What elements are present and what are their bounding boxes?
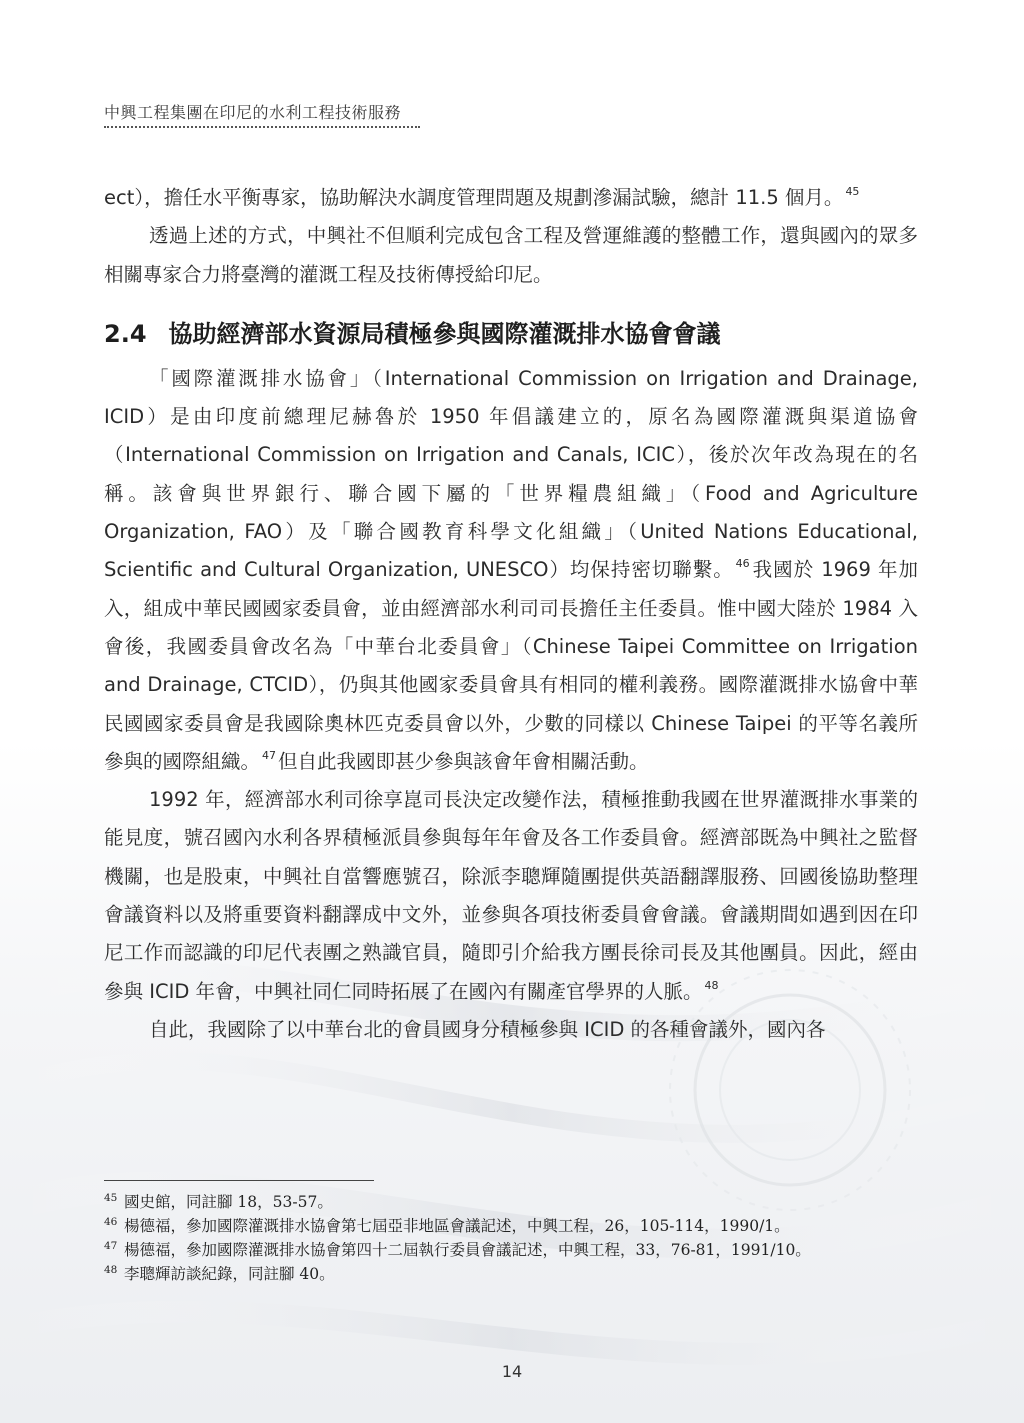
- footnote-45: [104, 1190, 920, 1214]
- footnotes: [104, 1190, 920, 1286]
- paragraph-3-text-a: 「國際灌溉排水協會」（International Commission on Irrigation and Drainage, ICID）是由印度前總理尼赫魯於 1950 年倡議建立的，原名為國際灌溉與渠道協會（International Commission on Irrigation and Canals, ICIC），後於次年改為現在的名稱。該會與世界銀行、聯合國下屬的「世界糧農組織」（Food and Agriculture Organization, FAO）及「聯合國教育科學文化組織」（United Nations Educational, Scientific and Cultural Organization, UNESCO）均保持密切聯繫。: [104, 366, 918, 582]
- section-title: 協助經濟部水資源局積極參與國際灌溉排水協會會議: [168, 319, 721, 348]
- footnote-number: 46: [104, 1216, 118, 1228]
- paragraph-4: [104, 781, 918, 1011]
- footnote-47: [104, 1238, 920, 1262]
- body-text: [104, 179, 918, 1049]
- footnote-48: [104, 1262, 920, 1286]
- paragraph-3-text-c: 但自此我國即甚少參與該會年會相關活動。: [278, 749, 649, 773]
- paragraph-1-text: ect），擔任水平衡專家，協助解決水調度管理問題及規劃滲漏試驗，總計 11.5 個月。: [104, 186, 844, 209]
- footnote-separator: [104, 1180, 374, 1181]
- footnote-text: 國史館，同註腳 18，53-57。: [124, 1193, 333, 1211]
- paragraph-3: [104, 360, 918, 781]
- running-header: 中興工程集團在印尼的水利工程技術服務: [104, 103, 402, 122]
- footnote-text: 楊德福，參加國際灌溉排水協會第七屆亞非地區會議記述，中興工程，26，105-114，1990/1。: [124, 1217, 790, 1235]
- footnote-ref-45[interactable]: 45: [845, 185, 860, 198]
- paragraph-5: 自此，我國除了以中華台北的會員國身分積極參與 ICID 的各種會議外，國內各: [149, 1017, 826, 1041]
- paragraph-4-text: 1992 年，經濟部水利司徐享崑司長決定改變作法，積極推動我國在世界灌溉排水事業的能見度，號召國內水利各界積極派員參與每年年會及各工作委員會。經濟部既為中興社之監督機關，也是股東，中興社自當響應號召，除派李聰輝隨團提供英語翻譯服務、回國後協助整理會議資料以及將重要資料翻譯成中文外，並參與各項技術委員會會議。會議期間如遇到因在印尼工作而認識的印尼代表團之熟識官員，隨即引介給我方團長徐司長及其他團員。因此，經由參與 ICID 年會，中興社同仁同時拓展了在國內有關產官學界的人脈。: [104, 788, 918, 1003]
- section-number: 2.4: [104, 319, 147, 348]
- footnote-text: 楊德福，參加國際灌溉排水協會第四十二屆執行委員會議記述，中興工程，33，76-81，1991/10。: [124, 1241, 811, 1259]
- footnote-ref-48[interactable]: 48: [704, 978, 719, 992]
- footnote-ref-47[interactable]: 47: [262, 748, 277, 762]
- footnote-number: 45: [104, 1192, 118, 1204]
- paragraph-1: [104, 179, 918, 217]
- footnote-ref-46[interactable]: 46: [735, 557, 750, 571]
- section-heading: [104, 314, 918, 354]
- footnote-text: 李聰輝訪談紀錄，同註腳 40。: [124, 1265, 335, 1283]
- page-number: 14: [501, 1362, 523, 1381]
- footnote-46: [104, 1214, 920, 1238]
- header-dotted-rule: [104, 126, 420, 128]
- footnote-number: 47: [104, 1240, 118, 1252]
- paragraph-2: 透過上述的方式，中興社不但順利完成包含工程及營運維護的整體工作，還與國內的眾多相關專家合力將臺灣的灌溉工程及技術傳授給印尼。: [104, 224, 918, 286]
- paragraph-3-text-b: 我國於 1969 年加入，組成中華民國國家委員會，並由經濟部水利司司長擔任主任委員。惟中國大陸於 1984 入會後，我國委員會改名為「中華台北委員會」（Chinese Taipei Committee on Irrigation and Drainage, CTCID），仍與其他國家委員會具有相同的權利義務。國際灌溉排水協會中華民國國家委員會是我國除奧林匹克委員會以外，少數的同樣以 Chinese Taipei 的平等名義所參與的國際組織。: [104, 558, 918, 773]
- footnote-number: 48: [104, 1264, 118, 1276]
